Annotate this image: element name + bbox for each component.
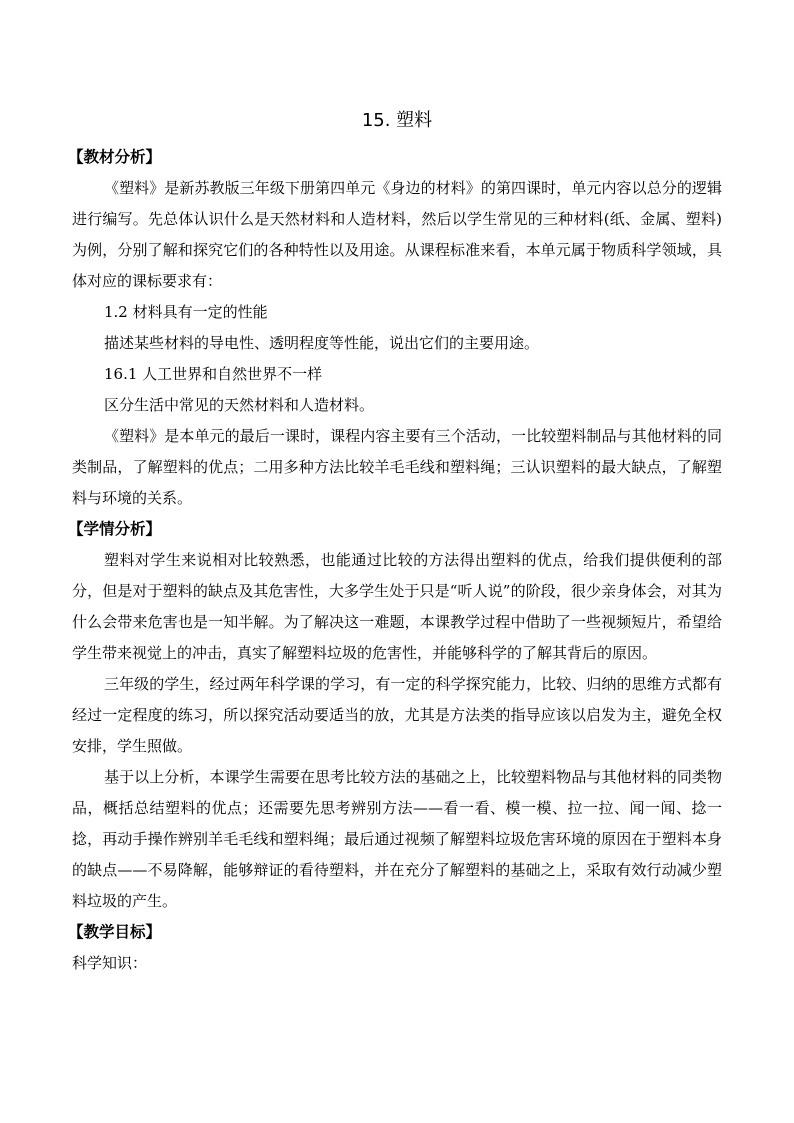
section-heading-goals: 【教学目标】: [68, 923, 162, 941]
paragraph-analysis-1: 《塑料》是新苏教版三年级下册第四单元《身边的材料》的第四课时，单元内容以总分的逻辑进行编写。先总体认识什么是天然材料和人造材料，然后以学生常见的三种材料(纸、金属、塑料)为例，分别了解和探究它们的各种特性以及用途。从课程标准来看，本单元属于物质科学领域，具体对应的课标要求有：: [72, 179, 722, 290]
standard-item-1-desc: 描述某些材料的导电性、透明程度等性能，说出它们的主要用途。: [104, 334, 540, 352]
standard-item-2: 16.1 人工世界和自然世界不一样: [104, 365, 323, 383]
section-heading-analysis: 【教材分析】: [68, 148, 162, 166]
paragraph-student-2: 三年级的学生，经过两年科学课的学习，有一定的科学探究能力，比较、归纳的思维方式都有经过一定程度的练习，所以探究活动要适当的放，尤其是方法类的指导应该以启发为主，避免全权安排，学生照做。: [72, 675, 722, 755]
paragraph-student-1: 塑料对学生来说相对比较熟悉，也能通过比较的方法得出塑料的优点，给我们提供便利的部分，但是对于塑料的缺点及其危害性，大多学生处于只是“听人说”的阶段，很少亲身体会，对其为什么会带来危害也是一知半解。为了解决这一难题，本课教学过程中借助了一些视频短片，希望给学生带来视觉上的冲击，真实了解塑料垃圾的危害性，并能够科学的了解其背后的原因。: [72, 551, 722, 662]
paragraph-student-3: 基于以上分析，本课学生需要在思考比较方法的基础之上，比较塑料物品与其他材料的同类物品，概括总结塑料的优点；还需要先思考辨别方法——看一看、模一模、拉一拉、闻一闻、捻一捻，再动手操作辨别羊毛毛线和塑料绳；最后通过视频了解塑料垃圾危害环境的原因在于塑料本身的缺点——不易降解，能够辩证的看待塑料，并在充分了解塑料的基础之上，采取有效行动减少塑料垃圾的产生。: [72, 768, 722, 910]
standard-item-2-desc: 区分生活中常见的天然材料和人造材料。: [104, 396, 375, 414]
standard-item-1: 1.2 材料具有一定的性能: [104, 303, 268, 321]
goal-subheading: 科学知识：: [72, 954, 148, 972]
page-title: 15. 塑料: [361, 110, 433, 131]
paragraph-analysis-2: 《塑料》是本单元的最后一课时，课程内容主要有三个活动，一比较塑料制品与其他材料的同类制品，了解塑料的优点；二用多种方法比较羊毛毛线和塑料绳；三认识塑料的最大缺点，了解塑料与环境的关系。: [72, 427, 722, 507]
document-page: [68, 96, 722, 979]
section-heading-student: 【学情分析】: [68, 520, 162, 538]
